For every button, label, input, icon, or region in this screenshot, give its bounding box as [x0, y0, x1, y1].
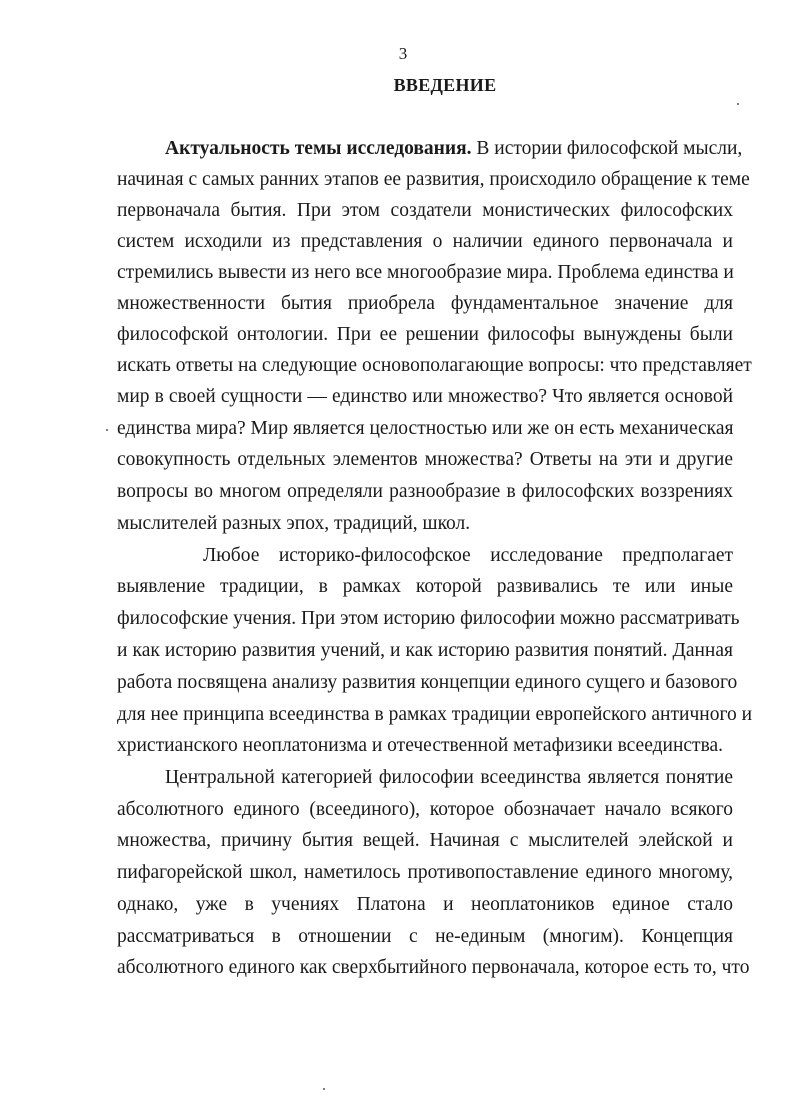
paragraph-1-line-7: философской онтологии. При ее решении философы вынуждены были: [117, 324, 733, 345]
paragraph-1-line-9: мир в своей сущности — единство или множество? Что является основой: [117, 386, 733, 407]
paragraph-1-line-12: вопросы во многом определяли разнообразие в философских воззрениях: [117, 481, 733, 502]
paragraph-2-line-1: Любое историко-философское исследование предполагает: [203, 545, 733, 566]
paragraph-2-line-7: христианского неоплатонизма и отечественной метафизики всеединства.: [117, 735, 724, 756]
paragraph-2-line-2: выявление традиции, в рамках которой развивались те или иные: [117, 576, 733, 597]
scan-speck: [737, 103, 739, 105]
paragraph-3-line-4: пифагорейской школ, наметилось противопоставление единого многому,: [117, 862, 733, 883]
paragraph-2-line-3: философские учения. При этом историю философии можно рассматривать: [117, 608, 740, 629]
paragraph-1-lead: Актуальность темы исследования.: [165, 138, 472, 159]
paragraph-2-line-6: для нее принципа всеединства в рамках традиции европейского античного и: [117, 704, 753, 725]
paragraph-1-line-1-text: В истории философской мысли,: [476, 138, 743, 159]
paragraph-1-line-11: совокупность отдельных элементов множества? Ответы на эти и другие: [117, 449, 733, 470]
paragraph-2-line-4: и как историю развития учений, и как историю развития понятий. Данная: [117, 640, 733, 661]
scan-speck: [106, 429, 108, 431]
paragraph-1-line-13: мыслителей разных эпох, традиций, школ.: [117, 513, 471, 534]
paragraph-1-line-5: стремились вывести из него все многообразие мира. Проблема единства и: [117, 262, 734, 283]
paragraph-3-line-2: абсолютного единого (всеединого), которое обозначает начало всякого: [117, 799, 733, 820]
paragraph-3-line-1: Центральной категорией философии всеединства является понятие: [165, 767, 733, 788]
paragraph-1-line-1: [117, 138, 743, 160]
paragraph-3-line-3: множества, причину бытия вещей. Начиная с мыслителей элейской и: [117, 830, 733, 851]
paragraph-3-line-5: однако, уже в учениях Платона и неоплатоников единое стало: [117, 894, 733, 915]
paragraph-1-line-8: искать ответы на следующие основополагающие вопросы: что представляет: [117, 355, 752, 376]
scan-speck: [323, 1088, 325, 1090]
paragraph-3-line-6: рассматриваться в отношении с не-единым (многим). Концепция: [117, 926, 733, 947]
paragraph-1-line-3: первоначала бытия. При этом создатели монистических философских: [117, 200, 733, 221]
paragraph-3-line-7: абсолютного единого как сверхбытийного первоначала, которое есть то, что: [117, 957, 750, 978]
paragraph-1-line-4: систем исходили из представления о наличии единого первоначала и: [117, 231, 733, 252]
paragraph-2-line-5: работа посвящена анализу развития концепции единого сущего и базового: [117, 672, 738, 693]
paragraph-1-line-10: единства мира? Мир является целостностью или же он есть механическая: [117, 418, 734, 439]
paragraph-1-line-6: множественности бытия приобрела фундаментальное значение для: [117, 293, 733, 314]
page-number: 3: [398, 44, 408, 63]
page-title: ВВЕДЕНИЕ: [393, 75, 497, 95]
paragraph-1-line-2: начиная с самых ранних этапов ее развития, происходило обращение к теме: [117, 169, 750, 190]
